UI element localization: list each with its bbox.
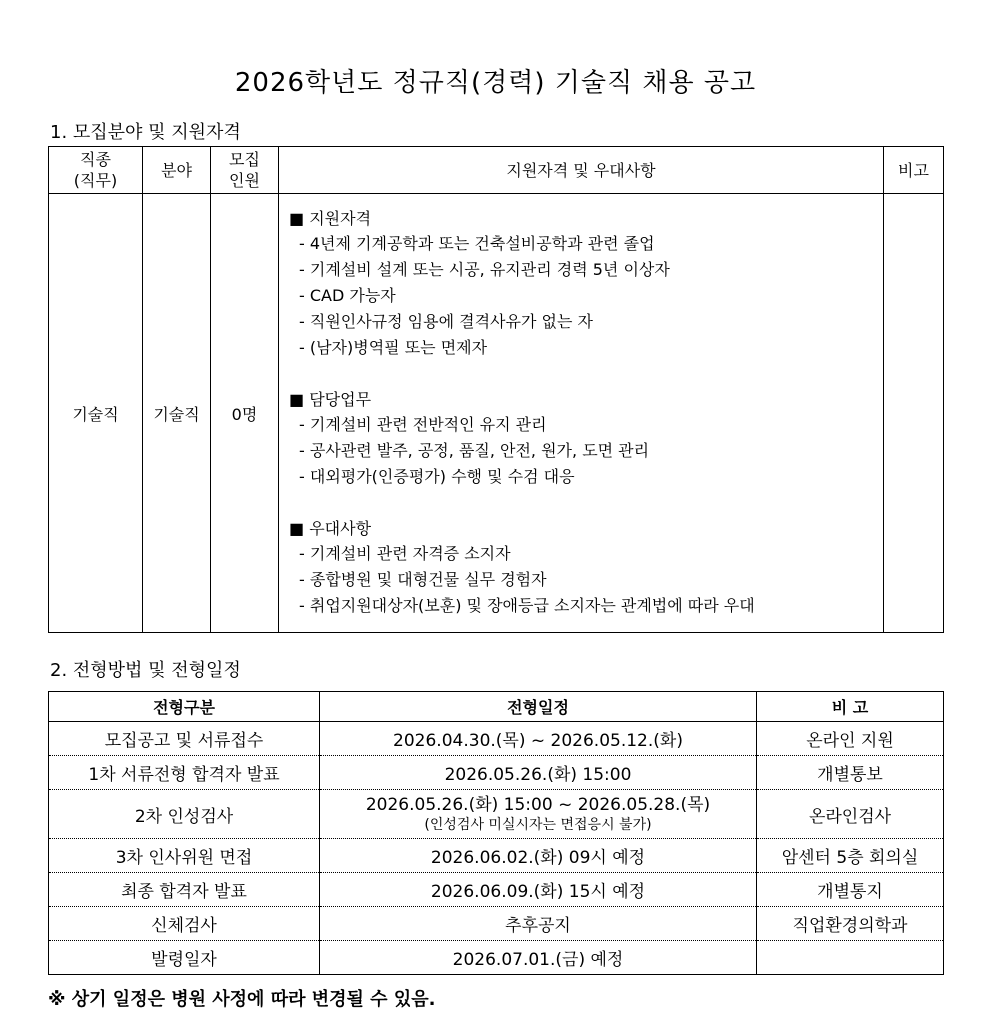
cell-stage: 1차 서류전형 합격자 발표 <box>49 756 320 790</box>
cell-note <box>757 941 944 975</box>
cell-schedule: 2026.07.01.(금) 예정 <box>320 941 757 975</box>
cell-note: 개별통보 <box>757 756 944 790</box>
section2-heading: 2. 전형방법 및 전형일정 <box>50 660 241 681</box>
recruitment-field-table <box>48 146 944 633</box>
list-item: - 공사관련 발주, 공정, 품질, 안전, 원가, 도면 관리 <box>299 441 650 460</box>
cell-stage: 최종 합격자 발표 <box>49 873 320 907</box>
footnote: ※ 상기 일정은 병원 사정에 따라 변경될 수 있음. <box>48 989 436 1010</box>
table-header-row <box>49 692 944 722</box>
table-row <box>49 907 944 941</box>
header-count: 모집 인원 <box>211 147 279 194</box>
duty-title: ■ 담당업무 <box>289 390 372 409</box>
cell-stage: 신체검사 <box>49 907 320 941</box>
qualification-title: ■ 지원자격 <box>289 209 372 228</box>
table-row <box>49 839 944 873</box>
cell-note: 개별통지 <box>757 873 944 907</box>
preference-title: ■ 우대사항 <box>289 519 372 538</box>
header-qualification: 지원자격 및 우대사항 <box>279 147 884 194</box>
list-item: - 대외평가(인증평가) 수행 및 수검 대응 <box>299 467 575 486</box>
cell-schedule: 2026.04.30.(목) ~ 2026.05.12.(화) <box>320 722 757 756</box>
header-job-type: 직종 (직무) <box>49 147 143 194</box>
header-note: 비 고 <box>757 692 944 722</box>
page-title: 2026학년도 정규직(경력) 기술직 채용 공고 <box>234 68 757 98</box>
cell-job-type: 기술직 <box>49 194 143 633</box>
schedule-main: 2026.05.26.(화) 15:00 ~ 2026.05.28.(목) <box>365 795 711 815</box>
list-item: - 종합병원 및 대형건물 실무 경험자 <box>299 570 547 589</box>
cell-schedule: 2026.06.02.(화) 09시 예정 <box>320 839 757 873</box>
cell-schedule: 2026.06.09.(화) 15시 예정 <box>320 873 757 907</box>
list-item: - 기계설비 관련 전반적인 유지 관리 <box>299 415 547 434</box>
table-row <box>49 873 944 907</box>
cell-field: 기술직 <box>143 194 211 633</box>
cell-qualification <box>279 194 884 633</box>
cell-note: 온라인 지원 <box>757 722 944 756</box>
list-item: - 4년제 기계공학과 또는 건축설비공학과 관련 졸업 <box>299 234 655 253</box>
cell-note: 온라인검사 <box>757 790 944 839</box>
table-row <box>49 194 944 633</box>
list-item: - (남자)병역필 또는 면제자 <box>299 338 488 357</box>
schedule-sub-note: (인성검사 미실시자는 면접응시 불가) <box>424 817 652 833</box>
list-item: - 취업지원대상자(보훈) 및 장애등급 소지자는 관계법에 따라 우대 <box>299 596 755 615</box>
schedule-table <box>48 691 944 975</box>
list-item: - 기계설비 관련 자격증 소지자 <box>299 544 511 563</box>
list-item: - CAD 가능자 <box>299 286 396 305</box>
cell-stage: 모집공고 및 서류접수 <box>49 722 320 756</box>
cell-schedule: 2026.05.26.(화) 15:00 <box>320 756 757 790</box>
table-row <box>49 756 944 790</box>
cell-note: 암센터 5층 회의실 <box>757 839 944 873</box>
cell-stage: 발령일자 <box>49 941 320 975</box>
list-item: - 기계설비 설계 또는 시공, 유지관리 경력 5년 이상자 <box>299 260 670 279</box>
header-note: 비고 <box>884 147 944 194</box>
cell-note: 직업환경의학과 <box>757 907 944 941</box>
table-row <box>49 941 944 975</box>
table-row <box>49 790 944 839</box>
cell-stage: 3차 인사위원 면접 <box>49 839 320 873</box>
table-row <box>49 722 944 756</box>
cell-schedule <box>320 790 757 839</box>
table-header-row <box>49 147 944 194</box>
cell-schedule: 추후공지 <box>320 907 757 941</box>
section1-heading: 1. 모집분야 및 지원자격 <box>50 122 241 143</box>
header-schedule: 전형일정 <box>320 692 757 722</box>
cell-stage: 2차 인성검사 <box>49 790 320 839</box>
cell-note <box>884 194 944 633</box>
list-item: - 직원인사규정 임용에 결격사유가 없는 자 <box>299 312 593 331</box>
cell-count: 0명 <box>211 194 279 633</box>
header-field: 분야 <box>143 147 211 194</box>
header-stage: 전형구분 <box>49 692 320 722</box>
